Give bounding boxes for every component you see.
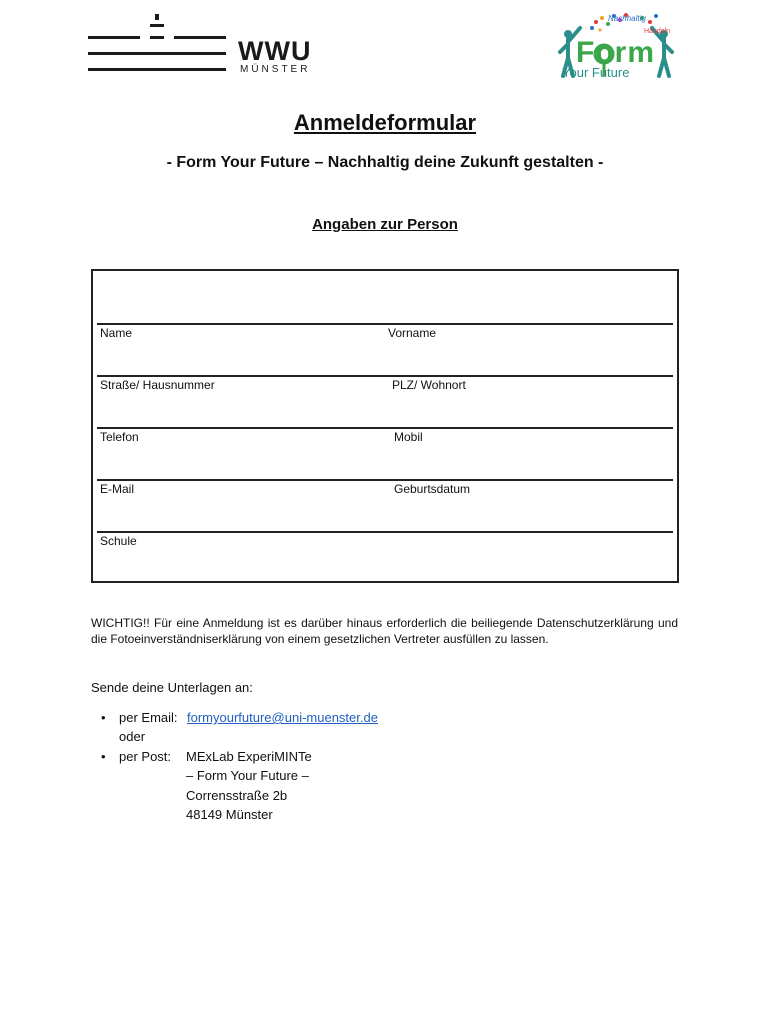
logo-handeln-text: Handeln [644,28,671,35]
form-divider [97,479,673,481]
schule-label: Schule [100,534,137,548]
bullet-icon: • [101,710,106,725]
wwu-logo-text: WWU [238,36,312,66]
name-label: Name [100,326,133,340]
email-label: per Email: [119,710,178,725]
geburtsdatum-label: Geburtsdatum [394,482,471,496]
post-label: per Post: [119,749,172,764]
address-line: Corrensstraße 2b [186,788,288,803]
form-your-future-logo [556,10,676,82]
email-label: E-Mail [100,482,135,496]
telefon-label: Telefon [100,430,139,444]
strasse-label: Straße/ Hausnummer [100,378,215,392]
address-line: MExLab ExperiMINTe [186,749,312,764]
email-link[interactable]: formyourfuture@uni-muenster.de [187,710,378,725]
form-divider [97,323,673,325]
wwu-logo-subtext: MÜNSTER [240,64,311,75]
page-subtitle: - Form Your Future – Nachhaltig deine Zukunft gestalten - [166,154,604,171]
wwu-logo [88,12,318,74]
or-text: oder [119,729,146,744]
bullet-icon: • [101,749,106,764]
form-divider [97,375,673,377]
send-heading: Sende deine Unterlagen an: [91,680,253,695]
mobil-label: Mobil [394,430,423,444]
personal-data-form [91,269,679,583]
plz-label: PLZ/ Wohnort [392,378,466,392]
page-title: Anmeldeformular [293,110,477,135]
important-notice: WICHTIG!! Für eine Anmeldung ist es darüber hinaus erforderlich die beiliegende Datenschutzerklärung und die Fotoeinverständniserklärung von einem gesetzlichen Vertreter ausfüllen zu lassen. [91,616,678,646]
section-title: Angaben zur Person [312,216,458,233]
form-divider [97,427,673,429]
vorname-label: Vorname [388,326,437,340]
address-line: – Form Your Future – [186,768,309,783]
logo-form-text: Form [576,36,655,69]
form-divider [97,531,673,533]
address-line: 48149 Münster [186,807,273,822]
logo-nachhaltig-text: Nachhaltig [608,14,646,23]
logo-tagline: Your Future [562,65,630,80]
